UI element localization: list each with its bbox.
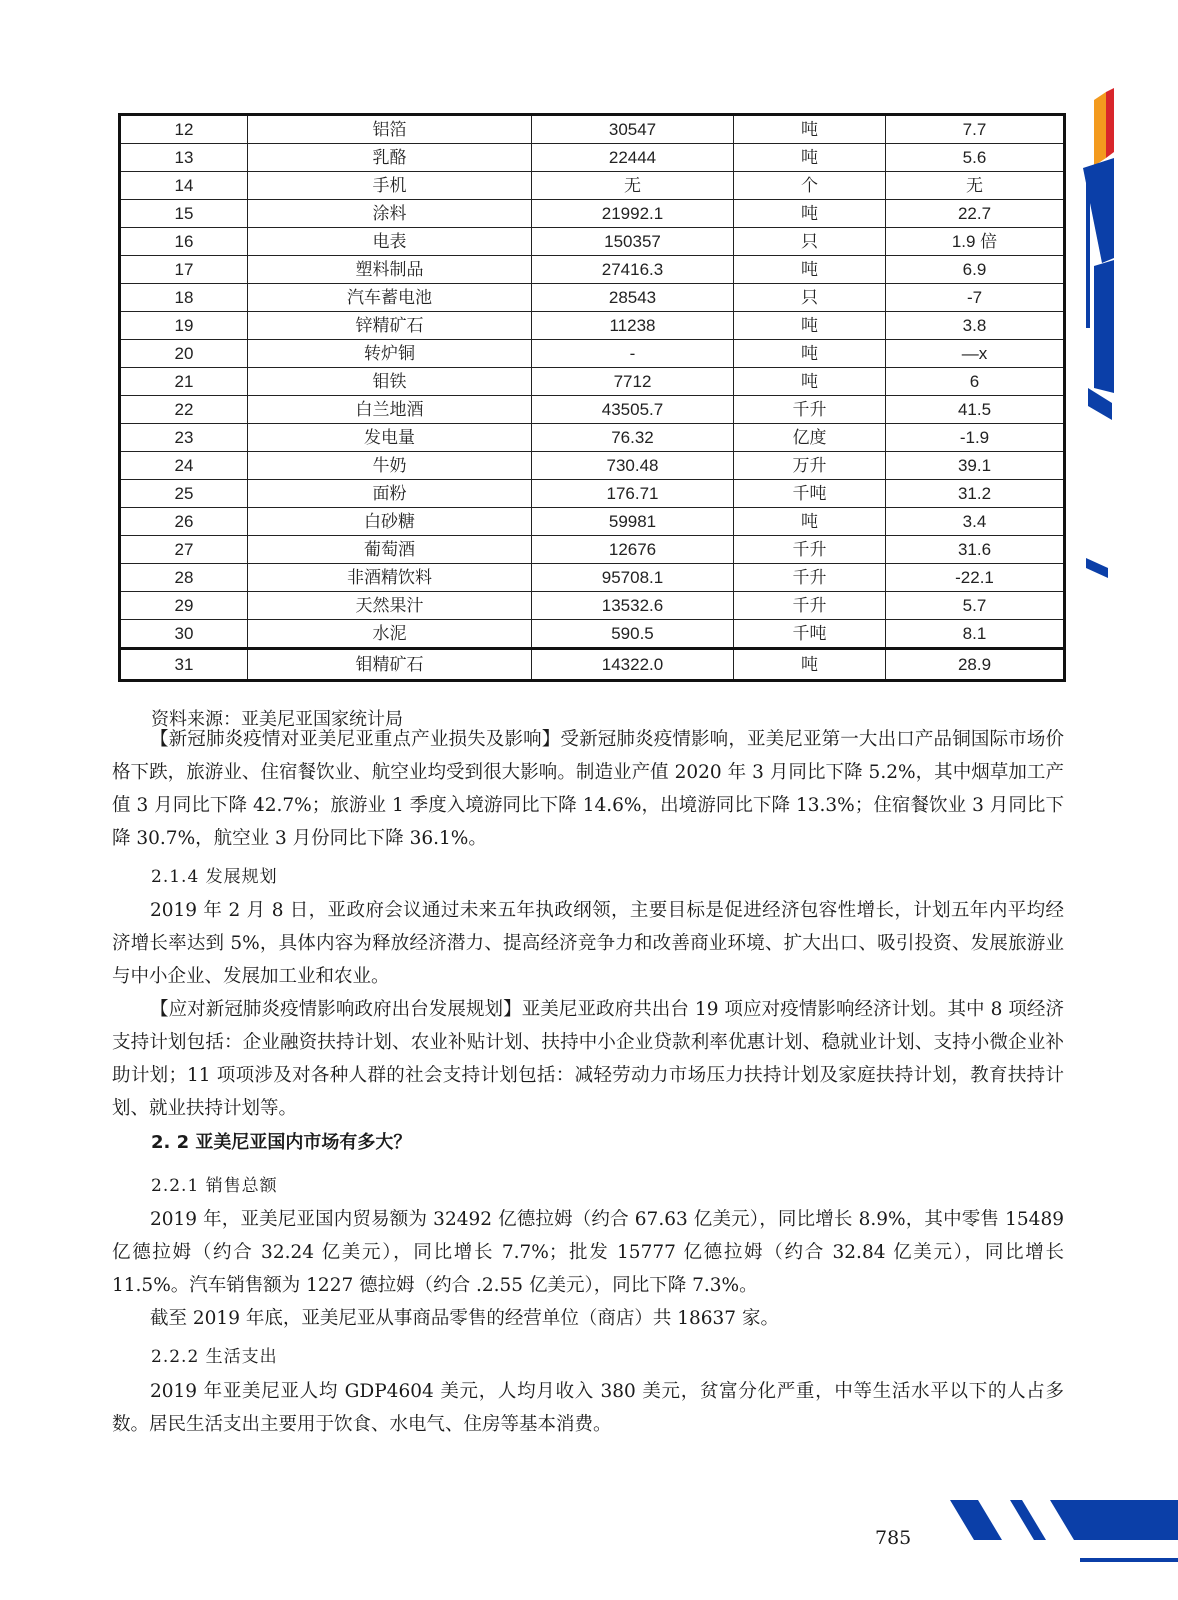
table-row: [120, 508, 1065, 536]
growth-cell: 无: [886, 172, 1065, 200]
growth-cell: 31.2: [886, 480, 1065, 508]
quantity-cell: 59981: [532, 508, 734, 536]
quantity-cell: 176.71: [532, 480, 734, 508]
unit-cell: 个: [734, 172, 886, 200]
row-number-cell: 12: [120, 115, 248, 144]
row-number-cell: 15: [120, 200, 248, 228]
quantity-cell: 无: [532, 172, 734, 200]
table-row: [120, 536, 1065, 564]
table-row: [120, 592, 1065, 620]
row-number-cell: 27: [120, 536, 248, 564]
row-number-cell: 19: [120, 312, 248, 340]
table-row: [120, 368, 1065, 396]
unit-cell: 万升: [734, 452, 886, 480]
item-name-cell: 电表: [248, 228, 532, 256]
unit-cell: 千升: [734, 592, 886, 620]
living-expense-section: [112, 1375, 1064, 1441]
quantity-cell: 95708.1: [532, 564, 734, 592]
row-number-cell: 23: [120, 424, 248, 452]
item-name-cell: 面粉: [248, 480, 532, 508]
item-name-cell: 发电量: [248, 424, 532, 452]
covid-plan-paragraph: 【应对新冠肺炎疫情影响政府出台发展规划】亚美尼亚政府共出台 19 项应对疫情影响经济计划。其中 8 项经济支持计划包括：企业融资扶持计划、农业补贴计划、扶持中小企业贷款利率优惠计划、稳就业计划、支持小微企业补助计划；11 项项涉及对各种人群的社会支持计划包括：减轻劳动力市场压力扶持计划及家庭扶持计划，教育扶持计划、就业扶持计划等。: [112, 999, 1064, 1119]
unit-cell: 吨: [734, 115, 886, 144]
table-row: [120, 200, 1065, 228]
row-number-cell: 30: [120, 620, 248, 649]
table-row: [120, 256, 1065, 284]
item-name-cell: 钼铁: [248, 368, 532, 396]
item-name-cell: 锌精矿石: [248, 312, 532, 340]
quantity-cell: 150357: [532, 228, 734, 256]
growth-cell: —x: [886, 340, 1065, 368]
row-number-cell: 28: [120, 564, 248, 592]
covid-impact-section: [112, 723, 1064, 855]
gdp-paragraph: 2019 年亚美尼亚人均 GDP4604 美元，人均月收入 380 美元，贫富分化严重，中等生活水平以下的人占多数。居民生活支出主要用于饮食、水电气、住房等基本消费。: [112, 1381, 1064, 1435]
growth-cell: 5.6: [886, 144, 1065, 172]
unit-cell: 千升: [734, 564, 886, 592]
table-row: [120, 340, 1065, 368]
growth-cell: 7.7: [886, 115, 1065, 144]
quantity-cell: 12676: [532, 536, 734, 564]
quantity-cell: 590.5: [532, 620, 734, 649]
unit-cell: 吨: [734, 144, 886, 172]
table-row: [120, 396, 1065, 424]
heading-2-2: 2. 2 亚美尼亚国内市场有多大？: [151, 1132, 412, 1153]
row-number-cell: 22: [120, 396, 248, 424]
heading-2-1-4: 2.1.4 发展规划: [151, 867, 278, 887]
covid-impact-paragraph: 【新冠肺炎疫情对亚美尼亚重点产业损失及影响】受新冠肺炎疫情影响，亚美尼亚第一大出口产品铜国际市场价格下跌，旅游业、住宿餐饮业、航空业均受到很大影响。制造业产值 2020 年 3 月同比下降 5.2%，其中烟草加工产值 3 月同比下降 42.7%；旅游业 1 季度入境游同比下降 14.6%，出境游同比下降 13.3%；住宿餐饮业 3 月同比下降 30.7%，航空业 3 月份同比下降 36.1%。: [112, 729, 1064, 849]
quantity-cell: 730.48: [532, 452, 734, 480]
unit-cell: 吨: [734, 508, 886, 536]
growth-cell: 39.1: [886, 452, 1065, 480]
unit-cell: 吨: [734, 649, 886, 681]
unit-cell: 吨: [734, 340, 886, 368]
row-number-cell: 25: [120, 480, 248, 508]
table-row: [120, 284, 1065, 312]
growth-cell: 6.9: [886, 256, 1065, 284]
table-row: [120, 115, 1065, 144]
table-row: [120, 144, 1065, 172]
table-row: [120, 620, 1065, 649]
row-number-cell: 21: [120, 368, 248, 396]
page-number: 785: [875, 1527, 912, 1549]
item-name-cell: 涂料: [248, 200, 532, 228]
unit-cell: 吨: [734, 200, 886, 228]
item-name-cell: 白兰地酒: [248, 396, 532, 424]
item-name-cell: 天然果汁: [248, 592, 532, 620]
row-number-cell: 14: [120, 172, 248, 200]
table-row: [120, 564, 1065, 592]
table-row: [120, 649, 1065, 681]
growth-cell: 28.9: [886, 649, 1065, 681]
row-number-cell: 26: [120, 508, 248, 536]
table-row: [120, 480, 1065, 508]
row-number-cell: 18: [120, 284, 248, 312]
development-plan-section: [112, 894, 1064, 1125]
quantity-cell: 28543: [532, 284, 734, 312]
unit-cell: 吨: [734, 368, 886, 396]
industrial-output-table: [118, 113, 1066, 682]
row-number-cell: 24: [120, 452, 248, 480]
quantity-cell: 43505.7: [532, 396, 734, 424]
growth-cell: -7: [886, 284, 1065, 312]
plan-2019-paragraph: 2019 年 2 月 8 日，亚政府会议通过未来五年执政纲领，主要目标是促进经济包容性增长，计划五年内平均经济增长率达到 5%，具体内容为释放经济潜力、提高经济竞争力和改善商业环境、扩大出口、吸引投资、发展旅游业与中小企业、发展加工业和农业。: [112, 900, 1064, 987]
unit-cell: 千升: [734, 396, 886, 424]
table-source-note: 资料来源：亚美尼亚国家统计局: [151, 709, 403, 730]
row-number-cell: 29: [120, 592, 248, 620]
item-name-cell: 铝箔: [248, 115, 532, 144]
growth-cell: -22.1: [886, 564, 1065, 592]
quantity-cell: 27416.3: [532, 256, 734, 284]
item-name-cell: 转炉铜: [248, 340, 532, 368]
unit-cell: 只: [734, 228, 886, 256]
table-row: [120, 228, 1065, 256]
trade-2019-paragraph: 2019 年，亚美尼亚国内贸易额为 32492 亿德拉姆（约合 67.63 亿美元），同比增长 8.9%，其中零售 15489 亿德拉姆（约合 32.24 亿美元），同比增长 7.7%；批发 15777 亿德拉姆（约合 32.84 亿美元），同比增长 11.5%。汽车销售额为 1227 德拉姆（约合 .2.55 亿美元），同比下降 7.3%。: [112, 1209, 1064, 1296]
unit-cell: 吨: [734, 312, 886, 340]
unit-cell: 千吨: [734, 620, 886, 649]
growth-cell: 3.4: [886, 508, 1065, 536]
footer-stripe-decoration: [950, 1500, 1178, 1600]
item-name-cell: 塑料制品: [248, 256, 532, 284]
quantity-cell: 21992.1: [532, 200, 734, 228]
side-ribbon-decoration: [1078, 88, 1178, 588]
growth-cell: 8.1: [886, 620, 1065, 649]
quantity-cell: 30547: [532, 115, 734, 144]
item-name-cell: 汽车蓄电池: [248, 284, 532, 312]
row-number-cell: 13: [120, 144, 248, 172]
quantity-cell: -: [532, 340, 734, 368]
unit-cell: 千升: [734, 536, 886, 564]
quantity-cell: 7712: [532, 368, 734, 396]
item-name-cell: 水泥: [248, 620, 532, 649]
unit-cell: 吨: [734, 256, 886, 284]
growth-cell: 41.5: [886, 396, 1065, 424]
table-row: [120, 452, 1065, 480]
table-row: [120, 172, 1065, 200]
row-number-cell: 20: [120, 340, 248, 368]
row-number-cell: 16: [120, 228, 248, 256]
heading-2-2-1: 2.2.1 销售总额: [151, 1176, 278, 1196]
growth-cell: 22.7: [886, 200, 1065, 228]
unit-cell: 亿度: [734, 424, 886, 452]
table-row: [120, 312, 1065, 340]
item-name-cell: 白砂糖: [248, 508, 532, 536]
unit-cell: 千吨: [734, 480, 886, 508]
table-row: [120, 424, 1065, 452]
growth-cell: 3.8: [886, 312, 1065, 340]
item-name-cell: 钼精矿石: [248, 649, 532, 681]
row-number-cell: 17: [120, 256, 248, 284]
unit-cell: 只: [734, 284, 886, 312]
growth-cell: 6: [886, 368, 1065, 396]
growth-cell: 1.9 倍: [886, 228, 1065, 256]
quantity-cell: 22444: [532, 144, 734, 172]
growth-cell: 31.6: [886, 536, 1065, 564]
row-number-cell: 31: [120, 649, 248, 681]
growth-cell: -1.9: [886, 424, 1065, 452]
quantity-cell: 14322.0: [532, 649, 734, 681]
item-name-cell: 非酒精饮料: [248, 564, 532, 592]
growth-cell: 5.7: [886, 592, 1065, 620]
shops-paragraph: 截至 2019 年底，亚美尼亚从事商品零售的经营单位（商店）共 18637 家。: [150, 1308, 779, 1329]
quantity-cell: 13532.6: [532, 592, 734, 620]
item-name-cell: 牛奶: [248, 452, 532, 480]
sales-section: [112, 1203, 1064, 1335]
quantity-cell: 11238: [532, 312, 734, 340]
heading-2-2-2: 2.2.2 生活支出: [151, 1347, 278, 1367]
item-name-cell: 手机: [248, 172, 532, 200]
quantity-cell: 76.32: [532, 424, 734, 452]
item-name-cell: 葡萄酒: [248, 536, 532, 564]
item-name-cell: 乳酪: [248, 144, 532, 172]
